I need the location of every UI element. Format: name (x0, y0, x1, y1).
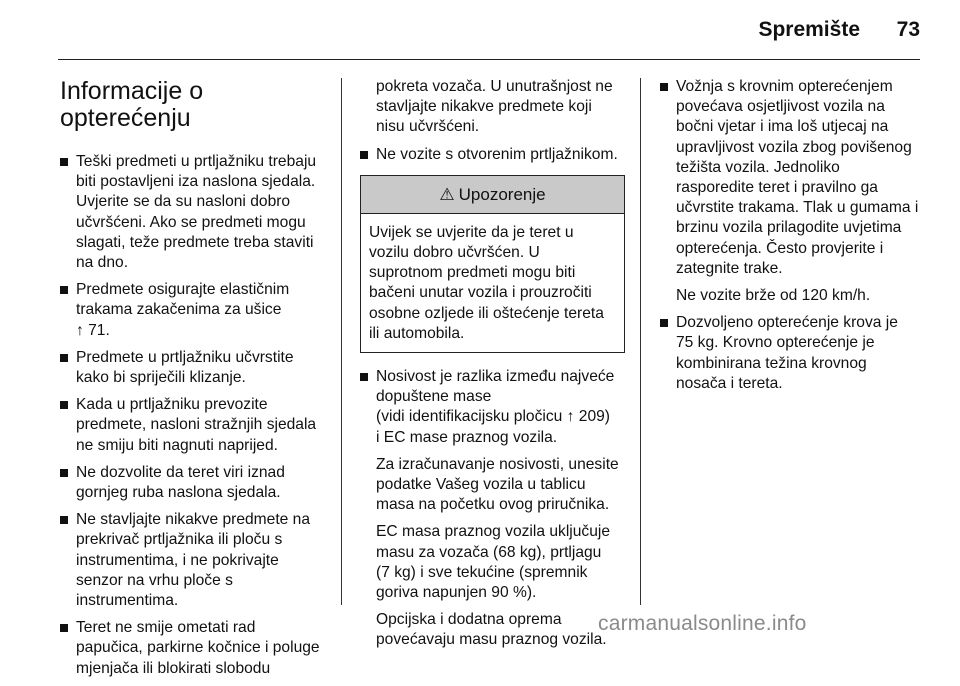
bullet-square-icon (60, 286, 68, 294)
bullet-item-open-trunk (360, 145, 625, 165)
text-line: Predmete u prtljažniku učvrstite (76, 348, 294, 366)
text-line: goriva napunjen 90 %). (376, 584, 537, 602)
text-line: ili automobila. (369, 324, 465, 342)
bullet-square-icon (660, 319, 668, 327)
section-title-line: opterećenju (60, 104, 191, 132)
text-line: opterećenja. Često provjerite i (676, 239, 884, 257)
text-line: Ne dozvolite da teret viri iznad (76, 463, 285, 481)
text-line: Vožnja s krovnim opterećenjem (676, 78, 893, 95)
text-line: i EC mase praznog vozila. (376, 428, 558, 446)
text-line: brzinu vozila prilagodite uvjetima (676, 219, 902, 237)
warning-header (361, 176, 624, 214)
text-line: upravljivost vozila zbog povišenog (676, 138, 912, 156)
sub-paragraph (360, 455, 625, 516)
text-line: učvrstite trakama. Tlak u gumama i (676, 199, 919, 217)
column-3 (660, 77, 928, 401)
text-line: trakama zakačenima za ušice (76, 301, 282, 319)
bullet-square-icon (360, 151, 368, 159)
bullet-item-capacity (360, 367, 625, 448)
watermark: carmanualsonline.info (598, 612, 807, 635)
text-line: stavljajte nikakve predmete koji (376, 98, 592, 116)
sub-paragraph (360, 610, 625, 650)
continued-paragraph (360, 77, 625, 138)
warning-body (361, 214, 624, 352)
bullet-item (60, 618, 328, 679)
bullet-item (60, 395, 328, 456)
text-line: kako bi spriječili klizanje. (76, 369, 246, 387)
text-line: prekrivač prtljažnika ili ploču s (76, 531, 283, 549)
text-line: Ne vozite s otvorenim prtljažnikom. (376, 145, 618, 163)
text-line: Uvijek se uvjerite da je teret u (369, 223, 574, 241)
bullet-square-icon (660, 83, 668, 91)
text-line: nosača i tereta. (676, 374, 783, 392)
bullet-list (60, 152, 328, 679)
column-1 (60, 74, 328, 686)
header-divider (58, 59, 920, 60)
text-line: 75 kg. Krovno opterećenje je (676, 334, 875, 352)
text-line: Teret ne smije ometati rad (76, 619, 256, 637)
column-2 (360, 77, 625, 658)
text-line: pokreta vozača. U unutrašnjost ne (376, 78, 613, 95)
text-line: Predmete osigurajte elastičnim (76, 281, 290, 299)
bullet-item (60, 348, 328, 388)
text-line: (vidi identifikacijsku pločicu ↑ 209) (376, 408, 611, 426)
page-header (0, 0, 960, 58)
bullet-square-icon (60, 624, 68, 632)
bullet-square-icon (360, 373, 368, 381)
bullet-item (60, 152, 328, 273)
text-line: povećava osjetljivost vozila na (676, 98, 885, 116)
text-line: ↑ 71. (76, 321, 110, 339)
bullet-square-icon (60, 401, 68, 409)
bullet-item-roof-load (660, 313, 928, 394)
text-line: masa na početku ovog priručnika. (376, 496, 610, 514)
text-line: gornjeg ruba naslona sjedala. (76, 484, 281, 502)
text-line: podatke Vašeg vozila u tablicu (376, 476, 586, 494)
sub-paragraph (360, 522, 625, 603)
text-line: instrumentima, i ne pokrivajte (76, 551, 279, 569)
capacity-sub-paragraphs (360, 455, 625, 651)
text-line: bočni vjetar i ima loš utjecaj na (676, 118, 889, 136)
section-title (60, 78, 328, 132)
text-line: Opcijska i dodatna oprema (376, 611, 562, 629)
bullet-square-icon (60, 158, 68, 166)
text-line: vozilu dobro učvršćen. U (369, 244, 540, 262)
text-line: na dno. (76, 254, 129, 272)
text-line: nisu učvršćeni. (376, 118, 480, 136)
text-line: slagati, teže predmete treba staviti (76, 233, 314, 251)
text-line: EC masa praznog vozila uključuje (376, 523, 611, 541)
bullet-item (60, 463, 328, 503)
column-divider-1 (341, 78, 342, 605)
text-line: zategnite trake. (676, 259, 783, 277)
bullet-item (60, 280, 328, 341)
warning-title: Upozorenje (458, 184, 546, 204)
page-number: 73 (896, 18, 920, 41)
text-line: suprotnom predmeti mogu biti (369, 264, 576, 282)
text-line: (7 kg) i sve tekućine (spremnik (376, 563, 588, 581)
bullet-square-icon (60, 516, 68, 524)
text-line: Kada u prtljažniku prevozite (76, 396, 268, 414)
section-title-line: Informacije o (60, 77, 204, 105)
text-line: učvršćeni. Ako se predmeti mogu (76, 213, 306, 231)
text-line: Dozvoljeno opterećenje krova je (676, 314, 898, 332)
warning-triangle-icon: ⚠ (439, 184, 455, 204)
bullet-square-icon (60, 469, 68, 477)
bullet-item (60, 510, 328, 611)
text-line: dopuštene mase (376, 388, 492, 406)
text-line: predmete, nasloni stražnjih sjedala (76, 416, 317, 434)
text-line: Uvjerite se da su nasloni dobro (76, 193, 291, 211)
warning-box (360, 175, 625, 353)
bullet-item-roof (660, 77, 928, 279)
text-line: rasporedite teret i pravilno ga (676, 179, 878, 197)
text-line: težišta vozila. Jednoliko (676, 158, 840, 176)
text-line: ne smiju biti nagnuti naprijed. (76, 436, 278, 454)
speed-note: Ne vozite brže od 120 km/h. (676, 287, 871, 305)
text-line: Nosivost je razlika između najveće (376, 368, 615, 386)
text-line: senzor na vrhu ploče s (76, 571, 233, 589)
text-line: masu za vozača (68 kg), prtljagu (376, 543, 602, 561)
text-line: biti postavljeni iza naslona sjedala. (76, 173, 316, 191)
text-line: Ne stavljajte nikakve predmete na (76, 511, 311, 529)
text-line: kombinirana težina krovnog (676, 354, 867, 372)
text-line: mjenjača ili blokirati slobodu (76, 659, 271, 677)
column-divider-2 (640, 78, 641, 605)
text-line: osobne ozljede ili oštećenje tereta (369, 304, 604, 322)
text-line: Za izračunavanje nosivosti, unesite (376, 455, 619, 473)
text-line: instrumentima. (76, 592, 179, 610)
text-line: povećavaju masu praznog vozila. (376, 631, 607, 649)
text-line: Teški predmeti u prtljažniku trebaju (76, 153, 317, 170)
bullet-square-icon (60, 354, 68, 362)
text-line: papučica, parkirne kočnice i poluge (76, 639, 320, 657)
chapter-title: Spremište (758, 18, 860, 41)
text-line: bačeni unutar vozila i prouzročiti (369, 284, 592, 302)
